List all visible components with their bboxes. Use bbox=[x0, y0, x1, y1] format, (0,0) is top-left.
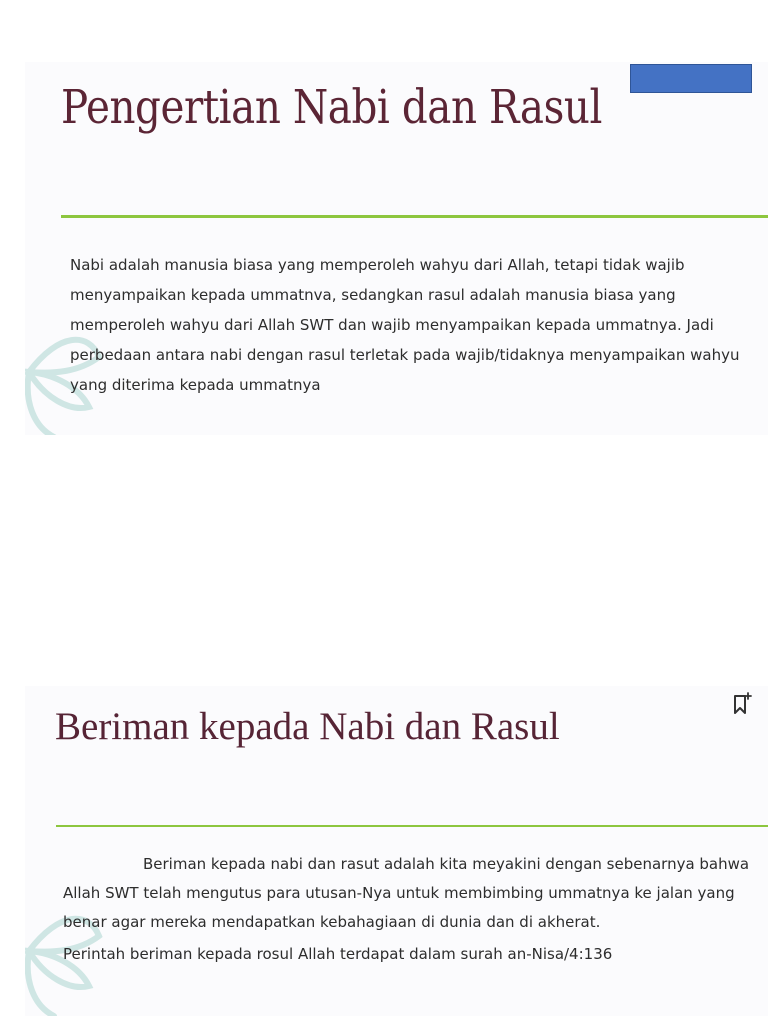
slide-body bbox=[63, 850, 753, 969]
slide-pengertian bbox=[25, 62, 768, 435]
slide-title: Beriman kepada Nabi dan Rasul bbox=[55, 705, 560, 748]
divider bbox=[56, 825, 768, 827]
divider bbox=[61, 215, 768, 218]
slide-body-text: Nabi adalah manusia biasa yang memperoleh wahyu dari Allah, tetapi tidak wajib menyampaikan kepada ummatnva, sedangkan rasul adalah manusia biasa yang memperoleh wahyu dari Allah SWT dan wajib menyampaikan kepada ummatnya. Jadi perbedaan antara nabi dengan rasul terletak pada wajib/tidaknya menyampaikan wahyu yang diterima kepada ummatnya bbox=[70, 256, 740, 394]
bookmark-add-icon[interactable] bbox=[732, 692, 752, 716]
overlay-rectangle bbox=[630, 64, 752, 93]
paragraph-2: Perintah beriman kepada rosul Allah terdapat dalam surah an-Nisa/4:136 bbox=[63, 945, 613, 963]
paragraph-1: Beriman kepada nabi dan rasut adalah kita meyakini dengan sebenarnya bahwa Allah SWT telah mengutus para utusan-Nya untuk membimbing ummatnya ke jalan yang benar agar mereka mendapatkan kebahagiaan di dunia dan di akherat. bbox=[63, 855, 750, 931]
slide-title: Pengertian Nabi dan Rasul bbox=[61, 80, 602, 135]
slide-beriman bbox=[25, 686, 768, 1016]
